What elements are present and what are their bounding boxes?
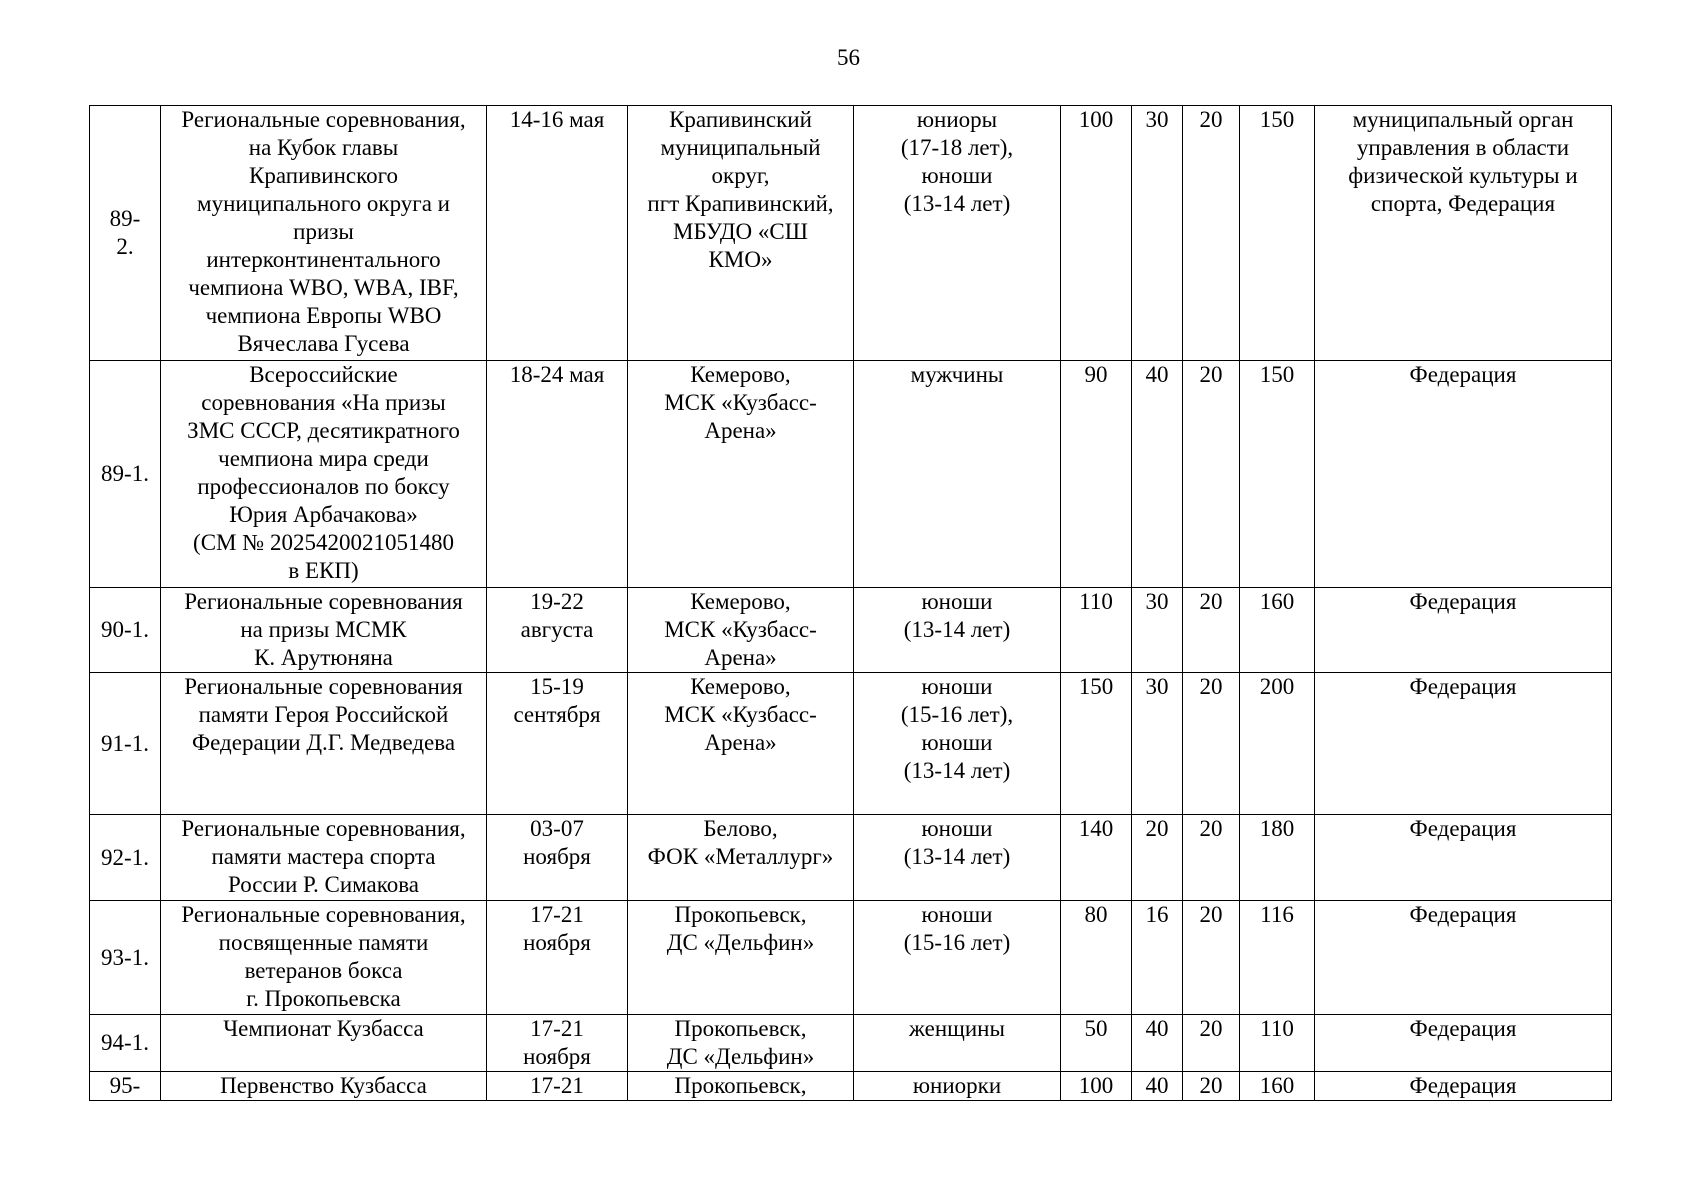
table-row [90, 361, 1612, 588]
dates-cell: 17-21 ноября [487, 901, 628, 1015]
dates-cell: 18-24 мая [487, 361, 628, 588]
venue-cell: Кемерово, МСК «Кузбасс- Арена» [628, 673, 854, 815]
total-count-cell: 150 [1240, 106, 1315, 361]
coaches-count-cell: 30 [1132, 106, 1183, 361]
judges-count-cell: 20 [1183, 901, 1240, 1015]
total-count-cell: 160 [1240, 1072, 1315, 1101]
organizer-cell: муниципальный орган управления в области физической культуры и спорта, Федерация [1315, 106, 1612, 361]
judges-count-cell: 20 [1183, 361, 1240, 588]
coaches-count-cell: 20 [1132, 815, 1183, 901]
participants-group-cell: юноши (13-14 лет) [854, 815, 1061, 901]
page-number: 56 [837, 45, 860, 70]
athletes-count-cell: 90 [1061, 361, 1132, 588]
venue-cell: Прокопьевск, ДС «Дельфин» [628, 901, 854, 1015]
dates-cell: 03-07 ноября [487, 815, 628, 901]
competition-name-cell: Всероссийские соревнования «На призы ЗМС СССР, десятикратного чемпиона мира среди профессионалов по боксу Юрия Арбачакова» (СМ № 2025420021051480 в ЕКП) [161, 361, 487, 588]
judges-count-cell: 20 [1183, 106, 1240, 361]
dates-cell: 19-22 августа [487, 588, 628, 673]
venue-cell: Кемерово, МСК «Кузбасс- Арена» [628, 588, 854, 673]
athletes-count-cell: 110 [1061, 588, 1132, 673]
participants-group-cell: юноши (15-16 лет) [854, 901, 1061, 1015]
competition-name-cell: Чемпионат Кузбасса [161, 1015, 487, 1072]
judges-count-cell: 20 [1183, 588, 1240, 673]
judges-count-cell: 20 [1183, 815, 1240, 901]
competition-name-cell: Региональные соревнования, на Кубок главы Крапивинского муниципального округа и призы интерконтинентального чемпиона WBO, WBA, IBF, чемпиона Европы WBO Вячеслава Гусева [161, 106, 487, 361]
organizer-cell: Федерация [1315, 1015, 1612, 1072]
row-number-cell: 95- [90, 1072, 161, 1101]
total-count-cell: 160 [1240, 588, 1315, 673]
participants-group-cell: юноши (15-16 лет), юноши (13-14 лет) [854, 673, 1061, 815]
judges-count-cell: 20 [1183, 1072, 1240, 1101]
venue-cell: Кемерово, МСК «Кузбасс- Арена» [628, 361, 854, 588]
participants-group-cell: юниорки [854, 1072, 1061, 1101]
coaches-count-cell: 40 [1132, 1015, 1183, 1072]
venue-cell: Крапивинский муниципальный округ, пгт Крапивинский, МБУДО «СШ КМО» [628, 106, 854, 361]
table-row [90, 901, 1612, 1015]
total-count-cell: 116 [1240, 901, 1315, 1015]
organizer-cell: Федерация [1315, 901, 1612, 1015]
organizer-cell: Федерация [1315, 673, 1612, 815]
dates-cell: 15-19 сентября [487, 673, 628, 815]
venue-cell: Прокопьевск, ДС «Дельфин» [628, 1015, 854, 1072]
athletes-count-cell: 100 [1061, 106, 1132, 361]
table-row [90, 1072, 1612, 1101]
competition-name-cell: Первенство Кузбасса [161, 1072, 487, 1101]
competition-schedule-table [89, 105, 1612, 1101]
organizer-cell: Федерация [1315, 361, 1612, 588]
row-number-cell: 90-1. [90, 588, 161, 673]
table-row [90, 1015, 1612, 1072]
row-number-cell: 94-1. [90, 1015, 161, 1072]
dates-cell: 14-16 мая [487, 106, 628, 361]
venue-cell: Прокопьевск, [628, 1072, 854, 1101]
dates-cell: 17-21 [487, 1072, 628, 1101]
judges-count-cell: 20 [1183, 673, 1240, 815]
participants-group-cell: юноши (13-14 лет) [854, 588, 1061, 673]
coaches-count-cell: 40 [1132, 361, 1183, 588]
coaches-count-cell: 40 [1132, 1072, 1183, 1101]
organizer-cell: Федерация [1315, 815, 1612, 901]
coaches-count-cell: 30 [1132, 673, 1183, 815]
table-row [90, 815, 1612, 901]
competition-name-cell: Региональные соревнования памяти Героя Российской Федерации Д.Г. Медведева [161, 673, 487, 815]
athletes-count-cell: 100 [1061, 1072, 1132, 1101]
row-number-cell: 89- 2. [90, 106, 161, 361]
organizer-cell: Федерация [1315, 1072, 1612, 1101]
participants-group-cell: мужчины [854, 361, 1061, 588]
competition-name-cell: Региональные соревнования, посвященные памяти ветеранов бокса г. Прокопьевска [161, 901, 487, 1015]
table-row [90, 106, 1612, 361]
total-count-cell: 150 [1240, 361, 1315, 588]
total-count-cell: 180 [1240, 815, 1315, 901]
coaches-count-cell: 30 [1132, 588, 1183, 673]
row-number-cell: 92-1. [90, 815, 161, 901]
table-row [90, 588, 1612, 673]
venue-cell: Белово, ФОК «Металлург» [628, 815, 854, 901]
row-number-cell: 91-1. [90, 673, 161, 815]
athletes-count-cell: 80 [1061, 901, 1132, 1015]
competition-name-cell: Региональные соревнования, памяти мастера спорта России Р. Симакова [161, 815, 487, 901]
judges-count-cell: 20 [1183, 1015, 1240, 1072]
coaches-count-cell: 16 [1132, 901, 1183, 1015]
athletes-count-cell: 140 [1061, 815, 1132, 901]
participants-group-cell: женщины [854, 1015, 1061, 1072]
dates-cell: 17-21 ноября [487, 1015, 628, 1072]
participants-group-cell: юниоры (17-18 лет), юноши (13-14 лет) [854, 106, 1061, 361]
competition-name-cell: Региональные соревнования на призы МСМК К. Арутюняна [161, 588, 487, 673]
athletes-count-cell: 150 [1061, 673, 1132, 815]
total-count-cell: 110 [1240, 1015, 1315, 1072]
athletes-count-cell: 50 [1061, 1015, 1132, 1072]
row-number-cell: 89-1. [90, 361, 161, 588]
row-number-cell: 93-1. [90, 901, 161, 1015]
table-row [90, 673, 1612, 815]
total-count-cell: 200 [1240, 673, 1315, 815]
organizer-cell: Федерация [1315, 588, 1612, 673]
